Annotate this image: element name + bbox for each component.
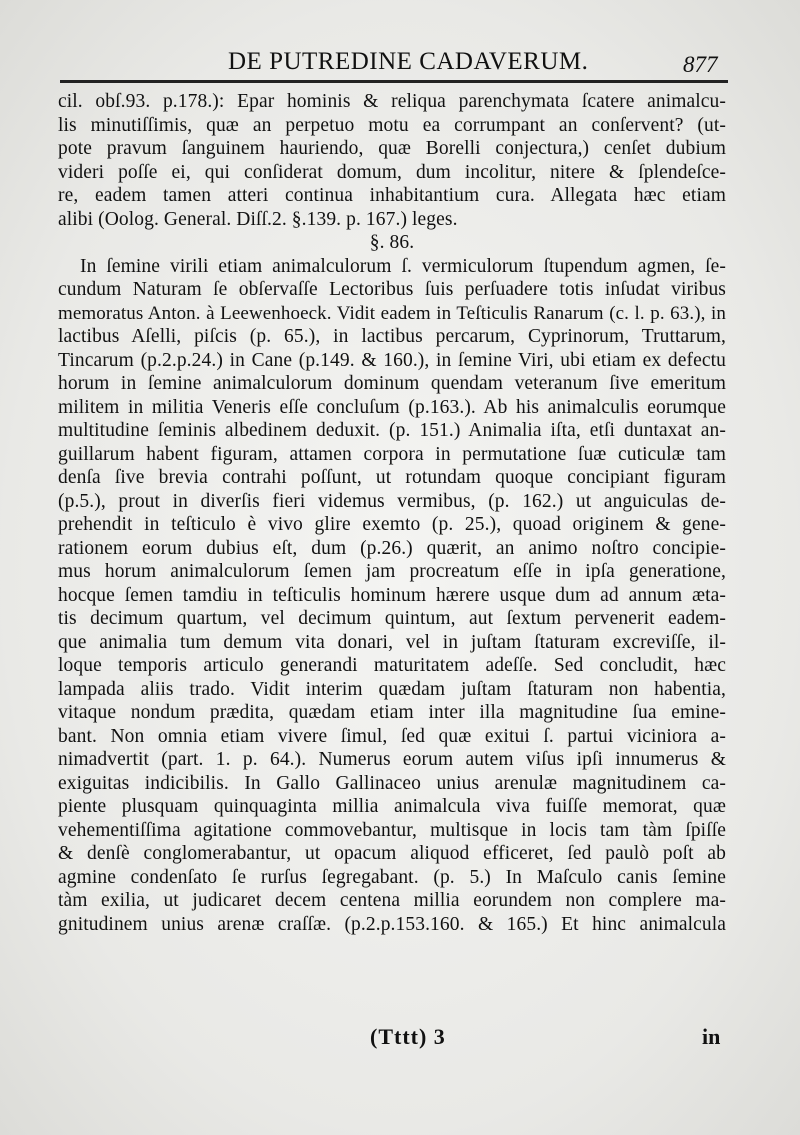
header-rule [60,80,728,83]
text-line: loque temporis articulo generandi maturitatem adeſſe. Sed concludit, hæc [58,655,726,676]
text-line: agmine condenſato ſe rurſus ſegregabant. (p. 5.) In Maſculo canis ſemine [58,866,726,888]
text-line: gnitudinem unius arenæ craſſæ. (p.2.p.153.160. & 165.) Et hinc animalcula [58,913,726,935]
text-line: cundum Naturam ſe obſervaſſe Lectoribus ſuis perſuadere totis inſudat viribus [58,279,726,300]
text-line: In ſemine virili etiam animalculorum ſ. vermiculorum ſtupendum agmen, ſe- [80,255,726,277]
running-title: DE PUTREDINE CADAVERUM. [228,48,589,75]
text-line: lis minutiſſimis, quæ an perpetuo motu ea corrumpant an conſervent? (ut- [58,114,726,136]
text-line: mus horum animalculorum ſemen jam procreatum eſſe in ipſa generatione, [58,561,726,582]
text-line: militem in militia Veneris eſſe concluſum (p.163.). Ab his animalculis eorumque [58,396,726,418]
text-line: hocque ſemen tamdiu in teſticulis hominum hærere usque dum ad annum æta- [58,584,726,606]
text-line: tàm exilia, ut judicaret decem centena millia eorundem non complere ma- [58,890,726,911]
text-line: prehendit in teſticulo è vivo glire exemto (p. 25.), quoad originem & gene- [58,514,726,535]
text-line: multitudine ſeminis albedinem deduxit. (p. 151.) Animalia iſta, etſi duntaxat an- [58,420,726,441]
signature-mark: (Tttt) 3 [370,1024,446,1049]
text-line: guillarum habent figuram, attamen corpora in permutatione ſuæ cuticulæ tam [58,443,726,465]
text-line: Tincarum (p.2.p.24.) in Cane (p.149. & 160.), in ſemine Viri, ubi etiam ex defectu [58,349,726,371]
body-text [58,90,726,936]
text-line: & denſè conglomerabantur, ut opacum aliquod efficeret, ſed paulò poſt ab [58,843,726,864]
text-line: memoratus Anton. à Leewenhoeck. Vidit eadem in Teſticulis Ranarum (c. l. p. 63.), in [58,302,726,324]
text-line: vitaque nondum prædita, quædam etiam inter illa magnitudine ſua emine- [58,702,726,723]
running-head [0,44,800,84]
text-line: piente plusquam quinquaginta millia animalcula viva fuiſſe memorat, quæ [58,796,726,817]
text-line: lactibus Aſelli, piſcis (p. 65.), in lactibus percarum, Cyprinorum, Truttarum, [58,326,726,347]
text-line: bant. Non omnia etiam vivere ſimul, ſed quæ exitui ſ. partui viciniora a- [58,725,726,747]
text-line: alibi (Oolog. General. Diſſ.2. §.139. p. 167.) leges. [58,208,458,230]
page-footer [0,1022,800,1062]
text-line: (p.5.), prout in diverſis fieri videmus vermibus, (p. 162.) ut anguiculas de- [58,490,726,512]
text-line: tis decimum quartum, vel decimum quintum, aut ſextum pervenerit eadem- [58,608,726,629]
text-line: lampada aliis trado. Vidit interim quædam juſtam ſtaturam non habentia, [58,678,726,700]
text-line: nimadvertit (part. 1. p. 64.). Numerus eorum autem viſus ipſi innumerus & [58,749,726,770]
page-number: 877 [683,52,718,77]
text-line: pote pravum ſanguinem hauriendo, quæ Borelli conjectura,) cenſet dubium [58,138,726,159]
text-line: que animalia tum demum vita donari, vel in juſtam ſtaturam excreviſſe, il- [58,631,726,653]
text-line: exiguitas indicibilis. In Gallo Gallinaceo unius arenulæ magnitudinem ca- [58,772,726,794]
text-line: videri poſſe ei, qui conſiderat domum, dum incolitur, nitere & ſplendeſce- [58,161,726,183]
text-line: rationem eorum dubius eſt, dum (p.26.) quærit, an animo noſtro concipie- [58,537,726,559]
catchword: in [702,1024,721,1049]
text-line: re, eadem tamen atteri continua inhabitantium cura. Allegata hæc etiam [58,185,726,206]
text-line: vehementiſſima agitatione commovebantur, multisque in locis tam tàm ſpiſſe [58,819,726,841]
text-line: horum in ſemine animalculorum dominum quendam veteranum ſive emeritum [58,373,726,394]
text-line: cil. obſ.93. p.178.): Epar hominis & reliqua parenchymata ſcatere animalcu- [58,91,726,112]
section-heading: §. 86. [369,232,415,253]
text-line: denſa ſive brevia contrahi poſſunt, ut rotundam quoque concipiant figuram [58,467,726,488]
